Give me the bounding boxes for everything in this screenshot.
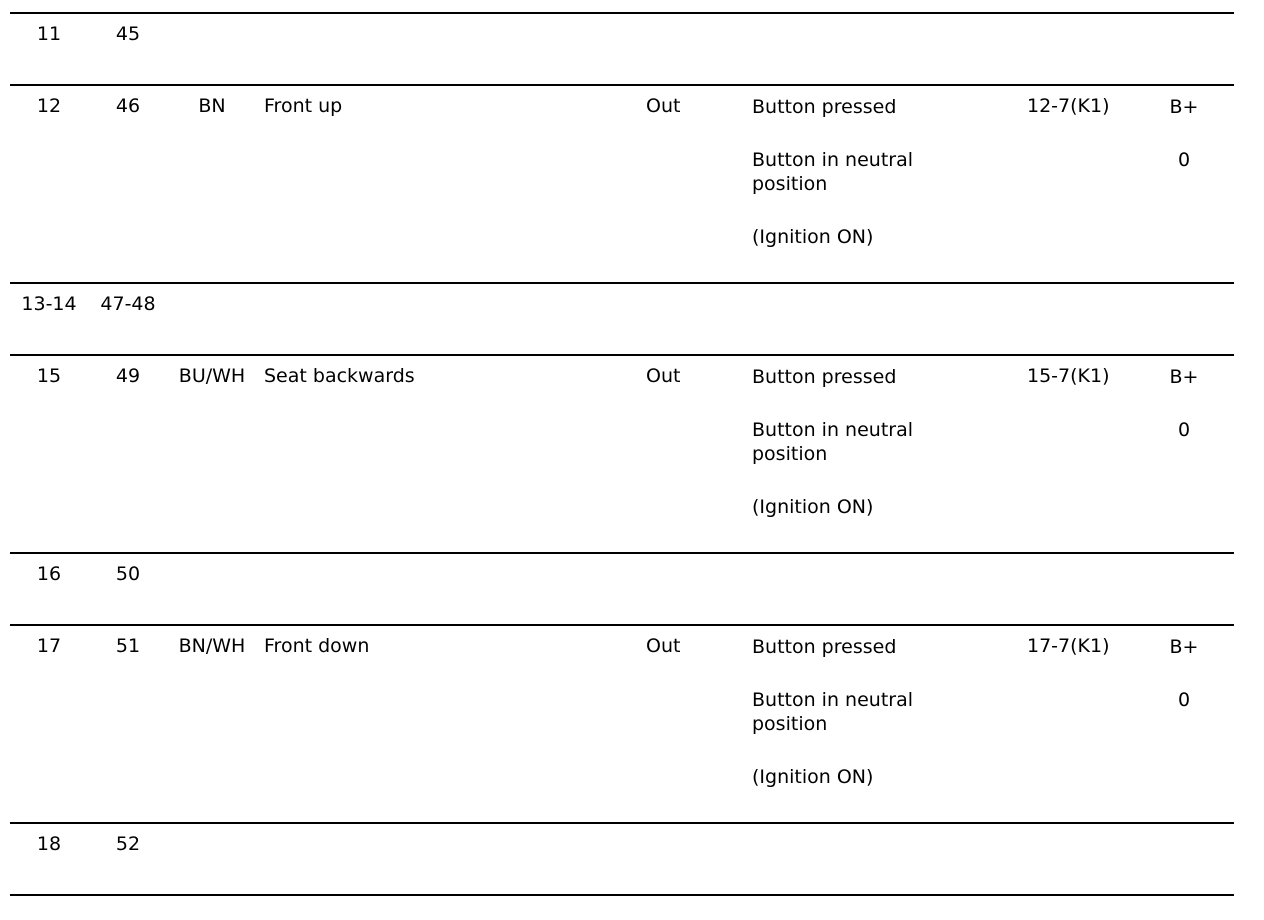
wire-color: BU/WH [178, 365, 246, 387]
function-label: Front up [264, 95, 343, 117]
value-pressed: B+ [1169, 636, 1199, 658]
table-divider [10, 624, 1234, 626]
pin-number: 13-14 [21, 293, 77, 315]
pin-number-alt: 50 [115, 563, 141, 585]
wire-color: BN [198, 95, 226, 117]
signal-direction: Out [646, 635, 681, 657]
function-label: Front down [264, 635, 370, 657]
value-neutral: 0 [1177, 149, 1191, 171]
condition-ignition: (Ignition ON) [752, 496, 874, 518]
pin-number: 17 [36, 635, 62, 657]
table-divider [10, 822, 1234, 824]
measurement-point: 12-7(K1) [1027, 95, 1110, 117]
function-label: Seat backwards [264, 365, 415, 387]
condition-neutral: Button in neutral position [752, 689, 913, 735]
pin-number: 11 [36, 23, 62, 45]
table-divider [10, 894, 1234, 896]
test-conditions [752, 365, 992, 548]
test-conditions [752, 635, 992, 818]
pin-number: 16 [36, 563, 62, 585]
value-pressed: B+ [1169, 366, 1199, 388]
measurement-point: 17-7(K1) [1027, 635, 1110, 657]
wire-color: BN/WH [178, 635, 246, 657]
pin-number-alt: 49 [115, 365, 141, 387]
condition-ignition: (Ignition ON) [752, 766, 874, 788]
pin-number-alt: 52 [115, 833, 141, 855]
table-divider [10, 84, 1234, 86]
pin-number-alt: 47-48 [100, 293, 156, 315]
table-divider [10, 354, 1234, 356]
expected-values [1154, 95, 1214, 201]
condition-pressed: Button pressed [752, 96, 897, 118]
signal-direction: Out [646, 95, 681, 117]
test-conditions [752, 95, 992, 278]
measurement-point: 15-7(K1) [1027, 365, 1110, 387]
condition-neutral: Button in neutral position [752, 149, 913, 195]
condition-ignition: (Ignition ON) [752, 226, 874, 248]
condition-pressed: Button pressed [752, 366, 897, 388]
value-pressed: B+ [1169, 96, 1199, 118]
condition-pressed: Button pressed [752, 636, 897, 658]
pin-number-alt: 45 [115, 23, 141, 45]
table-divider [10, 552, 1234, 554]
expected-values [1154, 365, 1214, 471]
expected-values [1154, 635, 1214, 741]
pin-number-alt: 46 [115, 95, 141, 117]
table-divider [10, 12, 1234, 14]
value-neutral: 0 [1177, 689, 1191, 711]
pin-number: 18 [36, 833, 62, 855]
table-divider [10, 282, 1234, 284]
signal-direction: Out [646, 365, 681, 387]
value-neutral: 0 [1177, 419, 1191, 441]
pin-number-alt: 51 [115, 635, 141, 657]
pin-number: 12 [36, 95, 62, 117]
condition-neutral: Button in neutral position [752, 419, 913, 465]
pin-number: 15 [36, 365, 62, 387]
